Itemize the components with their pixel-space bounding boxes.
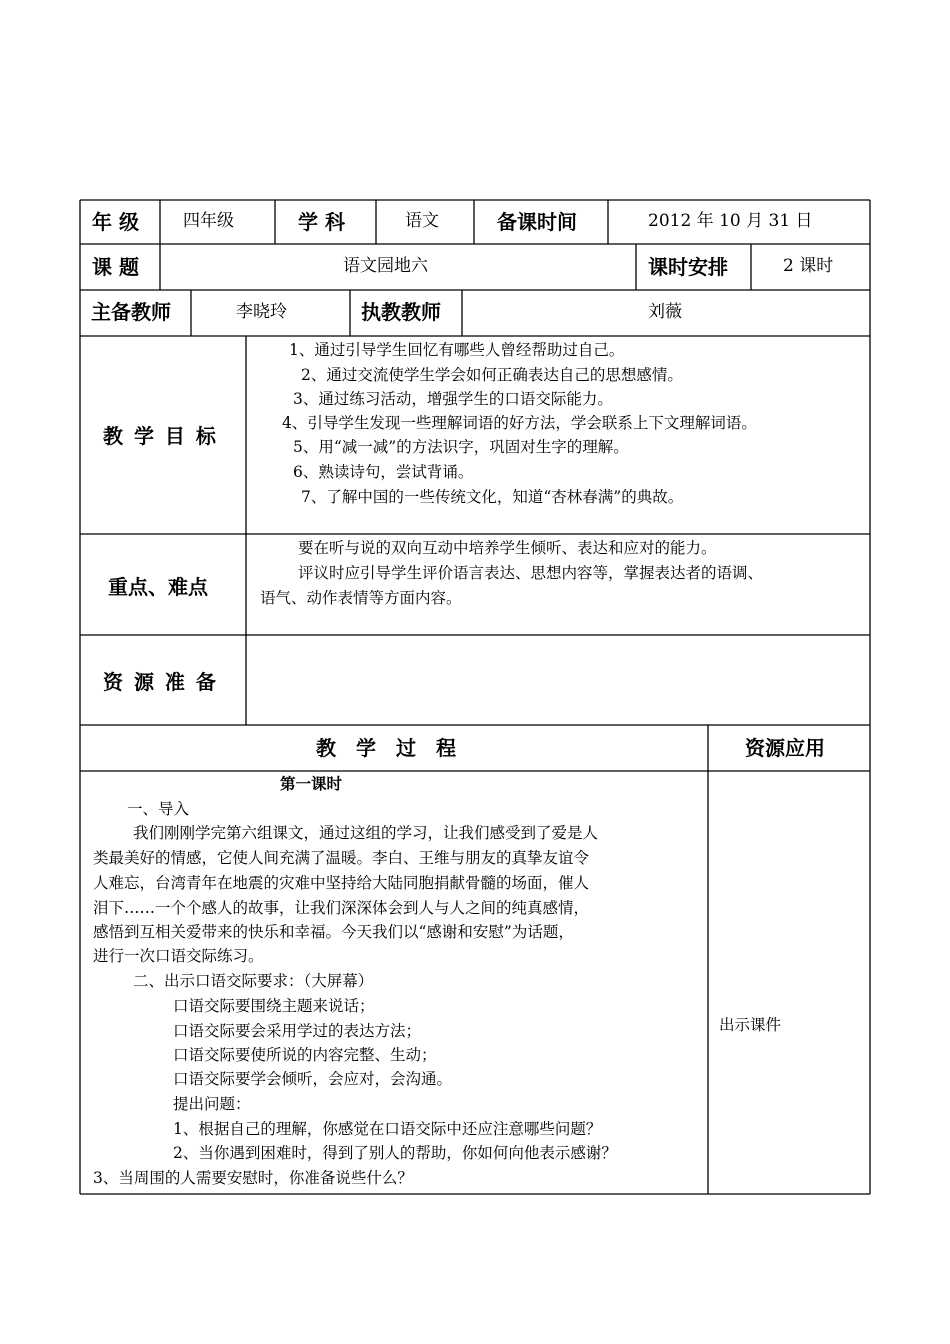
question-line: 2、当你遇到困难时，得到了别人的帮助，你如何向他表示感谢？	[173, 1144, 617, 1162]
topic-value: 语文园地六	[343, 256, 428, 276]
objective-item: 6、熟读诗句，尝试背诵。	[293, 463, 474, 481]
main-teacher-value: 李晓玲	[236, 302, 287, 322]
topic-label: 课 题	[92, 255, 139, 279]
subject-value: 语文	[405, 211, 439, 231]
intro-line: 进行一次口语交际练习。	[93, 947, 264, 965]
objective-item: 1、通过引导学生回忆有哪些人曾经帮助过自己。	[289, 341, 625, 359]
key-point-text: 要在听与说的双向互动中培养学生倾听、表达和应对的能力。	[298, 539, 717, 557]
key-point-text: 语气、动作表情等方面内容。	[260, 589, 462, 607]
objective-item: 5、用“减一减”的方法识字，巩固对生字的理解。	[293, 438, 629, 456]
question-line: 1、根据自己的理解，你感觉在口语交际中还应注意哪些问题？	[173, 1120, 602, 1138]
requirement-line: 口语交际要围绕主题来说话；	[173, 997, 375, 1015]
grade-label: 年 级	[92, 210, 139, 234]
exec-teacher-label: 执教教师	[361, 300, 441, 324]
subject-label: 学 科	[298, 210, 345, 234]
resource-note: 出示课件	[719, 1016, 782, 1034]
hours-value: 2 课时	[783, 256, 834, 276]
requirement-line: 口语交际要学会倾听，会应对，会沟通。	[173, 1070, 453, 1088]
intro-line: 类最美好的情感，它使人间充满了温暖。李白、王维与朋友的真挚友谊令	[93, 849, 590, 867]
intro-line: 感悟到互相关爱带来的快乐和幸福。今天我们以“感谢和安慰”为话题，	[93, 923, 574, 941]
intro-line: 人难忘，台湾青年在地震的灾难中坚持给大陆同胞捐献骨髓的场面，催人	[93, 874, 590, 892]
hours-label: 课时安排	[648, 255, 728, 279]
main-teacher-label: 主备教师	[91, 300, 171, 324]
process-title: 教 学 过 程	[316, 736, 456, 760]
requirements-heading: 二、出示口语交际要求：（大屏幕）	[133, 972, 374, 990]
objective-item: 2、通过交流使学生学会如何正确表达自己的思想感情。	[301, 366, 683, 384]
objective-item: 7、了解中国的一些传统文化，知道“杏林春满”的典故。	[301, 488, 684, 506]
requirement-line: 提出问题：	[173, 1095, 251, 1113]
key-points-label: 重点、难点	[108, 575, 208, 599]
requirement-line: 口语交际要使所说的内容完整、生动；	[173, 1046, 437, 1064]
exec-teacher-value: 刘薇	[648, 302, 682, 322]
objective-item: 3、通过练习活动，增强学生的口语交际能力。	[293, 390, 613, 408]
question-line: 3、当周围的人需要安慰时，你准备说些什么？	[93, 1169, 413, 1187]
resources-label: 资 源 准 备	[103, 670, 218, 694]
requirement-line: 口语交际要会采用学过的表达方法；	[173, 1022, 422, 1040]
lesson-title: 第一课时	[280, 775, 343, 793]
intro-line: 我们刚刚学完第六组课文，通过这组的学习，让我们感受到了爱是人	[133, 824, 599, 842]
objectives-label: 教 学 目 标	[103, 424, 218, 448]
resource-title: 资源应用	[745, 736, 825, 760]
grade-value: 四年级	[183, 211, 234, 231]
objective-item: 4、引导学生发现一些理解词语的好方法，学会联系上下文理解词语。	[282, 414, 757, 432]
intro-heading: 一、导入	[127, 800, 190, 818]
key-point-text: 评议时应引导学生评价语言表达、思想内容等，掌握表达者的语调、	[298, 564, 764, 582]
intro-line: 泪下……一个个感人的故事，让我们深深体会到人与人之间的纯真感情，	[93, 899, 590, 917]
prep-time-label: 备课时间	[497, 210, 577, 234]
prep-time-value: 2012 年 10 月 31 日	[648, 211, 813, 231]
